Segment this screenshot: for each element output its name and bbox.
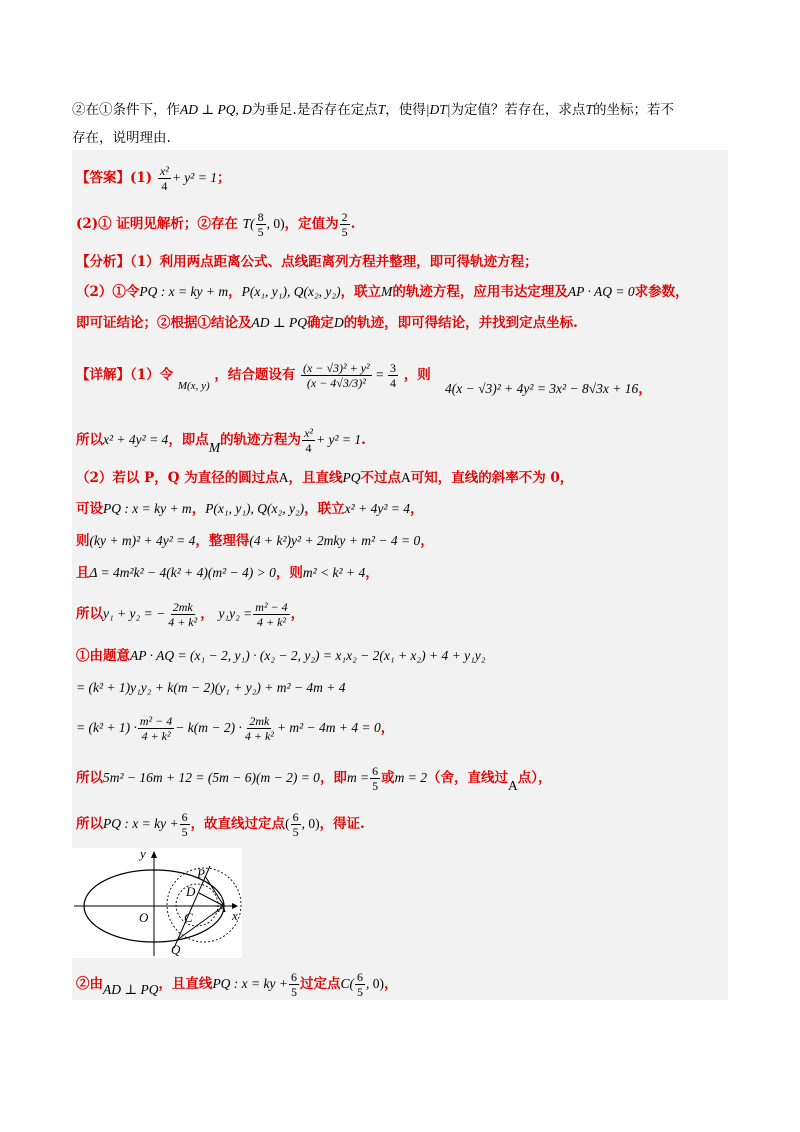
math: x² + 4y² = 4 [103, 432, 169, 447]
text: ，即点 [168, 432, 209, 448]
math: − k(m − 2) · [175, 720, 242, 735]
math: T [585, 102, 593, 117]
text: 点）， [517, 770, 552, 786]
math: C( [340, 976, 354, 991]
text: ，且直线 [288, 470, 343, 486]
text: ， [420, 533, 434, 549]
fraction [138, 714, 174, 743]
math: P(x₁, y₁), Q(x₂, y₂) [205, 501, 305, 516]
math: M [381, 284, 393, 299]
denominator: 5 [257, 225, 264, 239]
label-a: A [218, 900, 226, 915]
answer-label: 【答案】(1) [76, 170, 153, 186]
fraction [289, 970, 299, 999]
text: ， [638, 381, 652, 397]
analysis-line-2 [76, 282, 689, 302]
detail-p2-line-9 [76, 760, 552, 804]
math: T( [242, 216, 255, 231]
text: 的轨迹方程为 [220, 432, 302, 448]
math: A [400, 470, 411, 485]
math: , 0) [266, 216, 285, 231]
detail-p2-line-11 [76, 966, 398, 1008]
text: ，故直线过定点 [190, 816, 286, 832]
analysis-line-1 [76, 252, 538, 272]
math: y₁ + y₂ = − [103, 606, 166, 621]
detail-p2-line-3 [76, 531, 434, 551]
ellipse-figure [72, 848, 242, 958]
text: ， [191, 501, 206, 517]
numerator: 6 [292, 810, 299, 824]
math: M [208, 440, 221, 455]
label-d: D [186, 884, 196, 899]
answer-line-2 [76, 209, 355, 239]
fraction [370, 764, 380, 793]
text: 的轨迹，即可得结论，并找到定点坐标. [343, 315, 578, 331]
denominator: 4 + k² [168, 615, 198, 629]
detail-p2-line-7 [76, 678, 346, 698]
label-p: P [197, 866, 205, 881]
text: 为定值？若存在，求点 [450, 102, 586, 118]
detail-p2-line-10 [76, 806, 365, 842]
math: 5m² − 16m + 12 = (5m − 6)(m − 2) = 0 [103, 770, 320, 785]
math: A [278, 470, 289, 485]
numerator: 6 [357, 970, 363, 984]
math: PQ : x = ky + [212, 976, 288, 991]
detail-line-1: 【详解】（1）令 $_{M(x, y)}$ ，结合题设有 $\frac{\text{(x − √3)² + y²}}{\text{(x − 4√3/3)²}}$ = $\frac{3}{4}$ ，则 [76, 361, 431, 392]
math: D [333, 315, 344, 330]
label-o: O [139, 910, 149, 925]
text: 可知，直线的斜率不为 0， [410, 470, 574, 486]
math: m = [346, 770, 370, 785]
question-line-1 [72, 100, 674, 120]
text: ， [409, 501, 424, 517]
fraction [243, 714, 276, 743]
text: ， [200, 606, 214, 622]
math: y₁y₂ = [218, 606, 253, 621]
detail-line-2 [76, 425, 366, 463]
text: ，联立 [340, 284, 382, 300]
math: + y² = 1 [316, 432, 362, 447]
math: ( [285, 816, 290, 831]
fraction [166, 600, 199, 629]
text: . [361, 432, 366, 448]
math: + m² − 4m + 4 = 0 [276, 720, 381, 735]
text: 所以 [76, 816, 103, 832]
math: = (k² + 1) · [76, 720, 137, 735]
text: 确定 [306, 315, 334, 331]
text: ②在①条件下，作 [72, 102, 180, 118]
denominator: 5 [181, 825, 188, 839]
fraction [302, 426, 315, 455]
math: AD ⊥ PQ [251, 315, 307, 330]
fraction [388, 361, 398, 390]
text: . [350, 216, 356, 232]
numerator: 2 [341, 210, 348, 224]
math: 4(x − √3)² + 4y² = 3x² − 8√3x + 16 [445, 381, 639, 396]
text: ，定值为 [284, 216, 339, 232]
detail-p2-line-6 [76, 646, 485, 666]
numerator: 6 [291, 970, 297, 984]
text: ，则 [275, 565, 303, 581]
fraction [253, 600, 289, 629]
text: （2）①令 [76, 284, 140, 300]
denominator: 5 [292, 825, 299, 839]
text: 即可证结论；②根据①结论及 [76, 315, 252, 331]
text: ，结合题设有 [214, 367, 296, 383]
denominator: 5 [357, 985, 363, 999]
text: 的轨迹方程，应用韦达定理及 [392, 284, 568, 300]
label-y: y [140, 848, 146, 861]
math: , 0) [366, 976, 384, 991]
denominator: 5 [291, 985, 297, 999]
math: A [508, 778, 518, 793]
fraction [291, 810, 301, 839]
text: 的坐标；若不 [592, 102, 674, 118]
math: |DT| [425, 102, 451, 117]
denominator: 4 [161, 179, 168, 193]
math: , 0) [301, 816, 320, 831]
text: (2)① 证明见解析；②存在 [76, 216, 238, 232]
denominator: 5 [341, 225, 348, 239]
fraction [180, 810, 190, 839]
text: ，且直线 [158, 976, 213, 992]
text: ，使得 [385, 102, 426, 118]
math: PQ [342, 470, 361, 485]
math: AD ⊥ PQ, D [180, 102, 252, 117]
detail-p2-line-5 [76, 596, 304, 632]
math: = (k² + 1)y₁y₂ + k(m − 2)(y₁ + y₂) + m² − 4m + 4 [76, 680, 346, 695]
math: PQ : x = ky + m [139, 284, 229, 299]
text: 求参数， [634, 284, 689, 300]
denominator: 5 [372, 779, 379, 793]
text: （2）若以 P，Q 为直径的圆过点 [76, 470, 279, 486]
answer-line-1 [76, 163, 230, 193]
denominator: 4 + k² [244, 729, 274, 743]
math: (4 + k²)y² + 2mky + m² − 4 = 0 [249, 533, 421, 548]
text: 不过点 [360, 470, 401, 486]
text: 则 [76, 533, 90, 549]
math: AP · AQ = 0 [567, 284, 635, 299]
text: 可设 [76, 501, 103, 517]
question-line-2: 存在，说明理由. [72, 130, 171, 146]
text: 所以 [76, 770, 103, 786]
text: ①由题意 [76, 648, 130, 664]
label-c: C [184, 910, 193, 925]
math: T [377, 102, 386, 117]
denominator: (x − 4√3/3)² [306, 376, 366, 390]
detail-p2-line-8 [76, 710, 394, 746]
math: AD ⊥ PQ [103, 982, 159, 997]
math: Δ = 4m²k² − 4(k² + 4)(m² − 4) > 0 [89, 565, 276, 580]
text: ，联立 [304, 501, 345, 517]
denominator: 4 [390, 376, 397, 390]
detail-p2-line-1 [76, 468, 573, 488]
analysis-label: 【分析】 [76, 254, 130, 270]
text: ， [365, 565, 379, 581]
numerator: 2mk [172, 600, 193, 614]
fraction [355, 970, 365, 999]
numerator: (x − √3)² + y² [303, 361, 370, 375]
fraction [158, 164, 171, 193]
fraction [301, 361, 372, 390]
text: ，即 [319, 770, 347, 786]
text: （1）利用两点距离公式、点线距离列方程并整理，即可得轨迹方程； [130, 254, 538, 270]
text: 或 [381, 770, 395, 786]
denominator: 4 + k² [141, 729, 171, 743]
text: ， [384, 976, 398, 992]
detail-p2-line-2 [76, 499, 423, 519]
math: x² + 4y² = 4 [344, 501, 410, 516]
text: ， [290, 606, 305, 622]
numerator: 2mk [249, 714, 270, 728]
math: P(x₁, y₁), Q(x₂, y₂) [241, 284, 341, 299]
text: 所以 [76, 432, 103, 448]
math: PQ : x = ky + [103, 816, 179, 831]
numerator: 3 [390, 361, 397, 375]
text: ，则 [403, 367, 431, 383]
label-x: x [232, 908, 238, 923]
numerator: m² − 4 [255, 600, 288, 614]
analysis-line-3 [76, 313, 578, 333]
detail-label: 【详解】（1）令 [76, 367, 174, 383]
denominator: 4 [305, 441, 312, 455]
math: (ky + m)² + 4y² = 4 [89, 533, 196, 548]
math: AP · AQ = (x₁ − 2, y₁) · (x₂ − 2, y₂) = x₁x₂ − 2(x₁ + x₂) + 4 + y₁y₂ [130, 648, 486, 663]
text: 为垂足.是否存在定点 [251, 102, 378, 118]
numerator: x² [304, 426, 313, 440]
numerator: x² [159, 164, 169, 178]
math: m = 2 [394, 770, 428, 785]
text: ，得证. [319, 816, 365, 832]
math: m² < k² + 4 [302, 565, 366, 580]
text: ，整理得 [195, 533, 250, 549]
text: ②由 [76, 976, 103, 992]
math: + y² = 1 [171, 170, 217, 185]
numerator: m² − 4 [139, 714, 173, 728]
text: 所以 [76, 606, 103, 622]
numerator: 6 [181, 810, 188, 824]
denominator: 4 + k² [256, 615, 286, 629]
label-q: Q [171, 942, 181, 957]
text: 且 [76, 565, 90, 581]
text: ， [380, 720, 395, 736]
math: M(x, y) [177, 380, 210, 392]
text: （舍，直线过 [427, 770, 509, 786]
text: ， [228, 284, 242, 300]
detail-expanded [445, 379, 652, 399]
math: PQ : x = ky + m [103, 501, 192, 516]
text: ； [216, 170, 231, 186]
fraction [256, 210, 266, 239]
text: 过定点 [300, 976, 341, 992]
numerator: 6 [372, 764, 379, 778]
detail-p2-line-4 [76, 563, 379, 583]
fraction [340, 210, 350, 239]
numerator: 8 [257, 210, 264, 224]
